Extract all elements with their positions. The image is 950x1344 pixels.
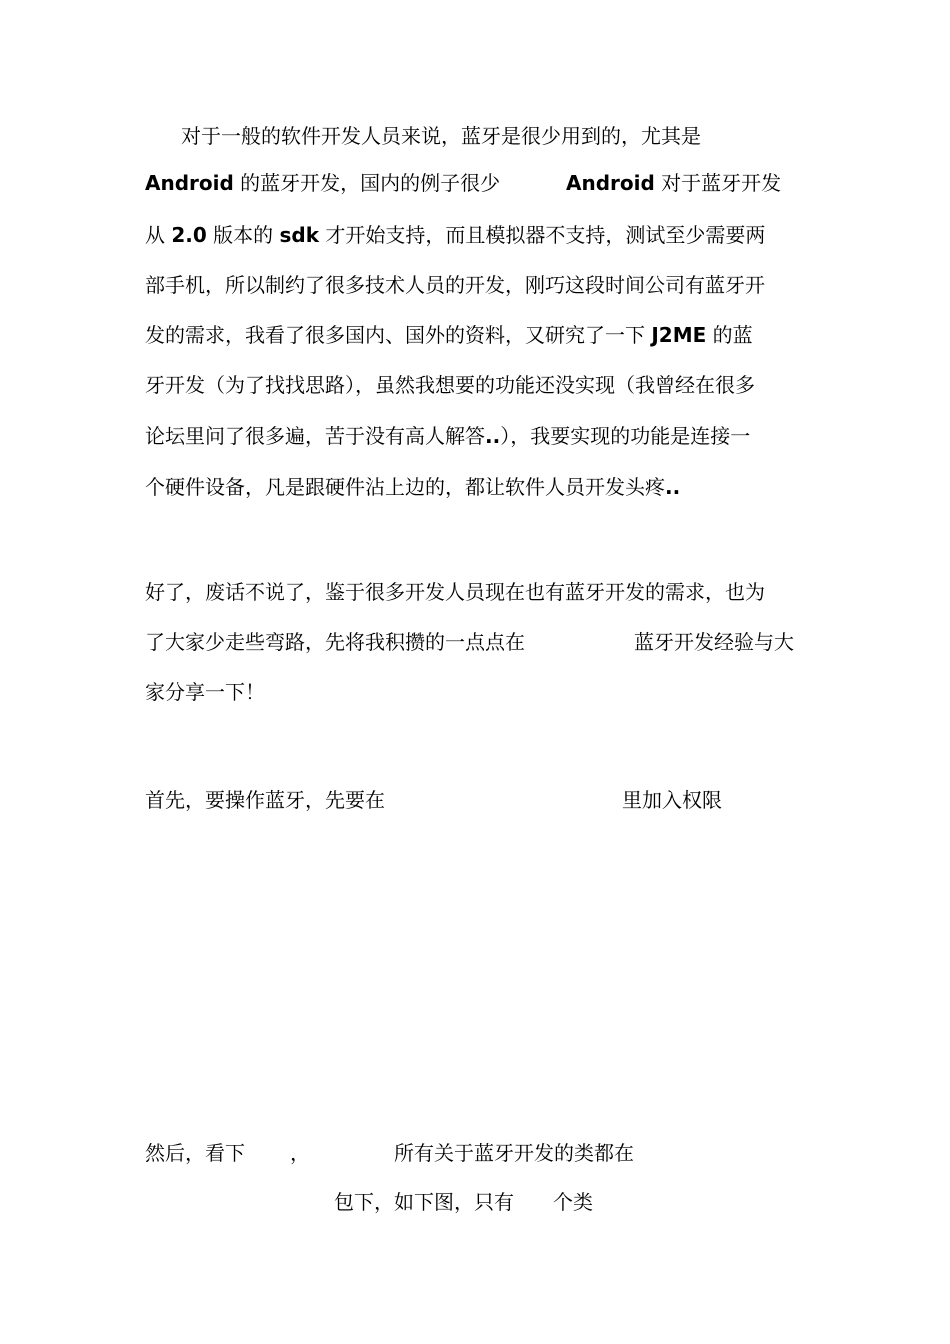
android-keyword: Android bbox=[145, 171, 234, 195]
para2-line2-right: 蓝牙开发经验与大 bbox=[634, 630, 794, 654]
para4-line1: 然后，看下 bbox=[145, 1141, 245, 1165]
para1-line2-right: Android 对于蓝牙开发 bbox=[566, 171, 782, 195]
sdk-keyword: sdk bbox=[279, 223, 320, 247]
para1-line1: 对于一般的软件开发人员来说，蓝牙是很少用到的，尤其是 bbox=[181, 124, 701, 148]
para1-line3: 从 2.0 版本的 sdk 才开始支持，而且模拟器不支持，测试至少需要两 bbox=[145, 223, 766, 247]
para3-line1: 首先，要操作蓝牙，先要在 bbox=[145, 788, 385, 812]
para2-line1: 好了，废话不说了，鉴于很多开发人员现在也有蓝牙开发的需求，也为 bbox=[145, 580, 765, 604]
android-keyword: Android bbox=[566, 171, 655, 195]
para1-line2: Android 的蓝牙开发，国内的例子很少 bbox=[145, 171, 501, 195]
para2-line2: 了大家少走些弯路，先将我积攒的一点点在 bbox=[145, 630, 525, 654]
para3-line1-right: 里加入权限 bbox=[622, 788, 722, 812]
para1-line6: 牙开发（为了找找思路），虽然我想要的功能还没实现（我曾经在很多 bbox=[145, 373, 755, 397]
para4-line2: 包下，如下图，只有 bbox=[334, 1190, 514, 1214]
j2me-keyword: J2ME bbox=[651, 323, 707, 347]
para2-line3: 家分享一下！ bbox=[145, 680, 265, 704]
para1-line4: 部手机，所以制约了很多技术人员的开发，刚巧这段时间公司有蓝牙开 bbox=[145, 273, 765, 297]
para4-line1-right: 所有关于蓝牙开发的类都在 bbox=[394, 1141, 634, 1165]
version-keyword: 2.0 bbox=[171, 223, 207, 247]
para4-line2-right: 个类 bbox=[553, 1190, 593, 1214]
para1-line8: 个硬件设备，凡是跟硬件沾上边的，都让软件人员开发头疼.. bbox=[145, 475, 681, 499]
para1-line5: 发的需求，我看了很多国内、国外的资料，又研究了一下 J2ME 的蓝 bbox=[145, 323, 753, 347]
para1-line7: 论坛里问了很多遍，苦于没有高人解答..），我要实现的功能是连接一 bbox=[145, 424, 751, 448]
para4-comma: ， bbox=[290, 1141, 310, 1165]
